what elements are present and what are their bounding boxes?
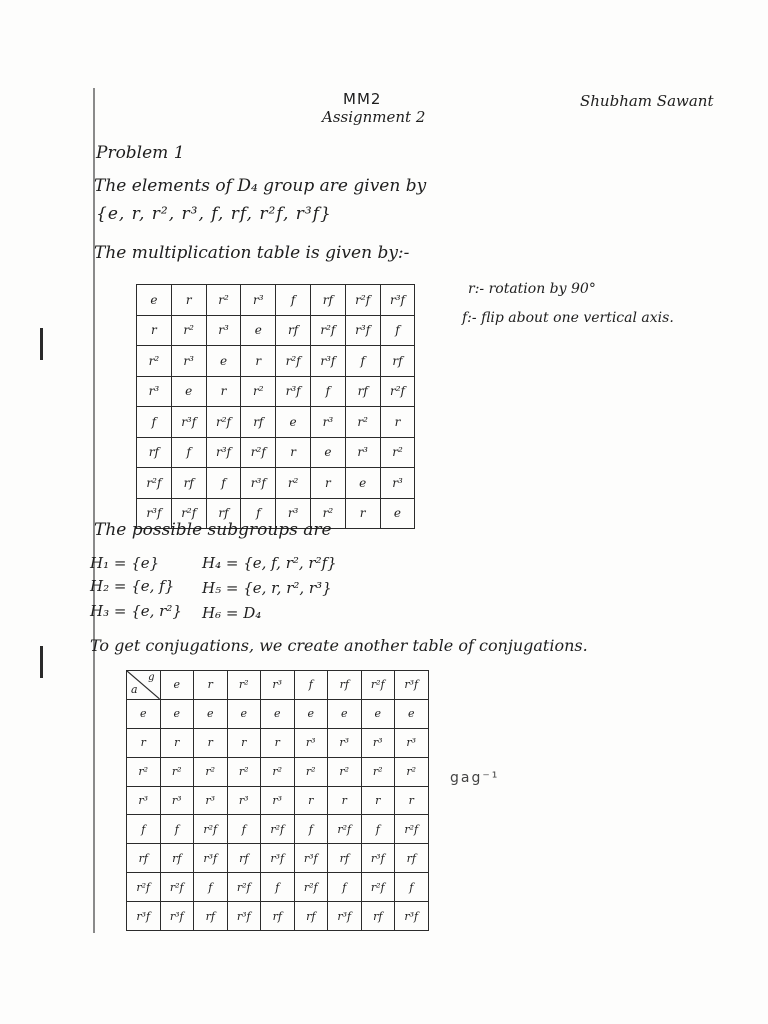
column-header: r³f	[395, 671, 429, 700]
table-cell: r²	[241, 376, 276, 407]
table-cell: r	[345, 498, 380, 529]
table-row	[127, 873, 429, 902]
table-cell: f	[380, 315, 415, 346]
table-cell: rf	[241, 407, 276, 438]
table-cell: r³f	[241, 468, 276, 499]
table-cell: r²f	[345, 285, 380, 316]
table-cell: r³	[261, 786, 295, 815]
table-cell: f	[328, 873, 362, 902]
table-cell: r²f	[241, 437, 276, 468]
table-cell: r³f	[345, 315, 380, 346]
table-cell: r³	[227, 786, 261, 815]
table-cell: r³f	[380, 285, 415, 316]
table-cell: r²f	[294, 873, 328, 902]
corner-label-a: a	[131, 682, 138, 696]
column-header: f	[294, 671, 328, 700]
table-cell: r²	[160, 757, 194, 786]
legend-flip: f:- flip about one vertical axis.	[462, 310, 674, 326]
table-cell: r³	[328, 728, 362, 757]
table-cell: e	[241, 315, 276, 346]
table-row	[127, 815, 429, 844]
table-cell: r	[206, 376, 241, 407]
table-cell: r²f	[310, 315, 345, 346]
table-cell: r	[276, 437, 311, 468]
table-cell: r³f	[160, 902, 194, 931]
table-cell: r	[160, 728, 194, 757]
table-cell: rf	[328, 844, 362, 873]
table-cell: r	[395, 786, 429, 815]
table-cell: f	[160, 815, 194, 844]
table-cell: e	[395, 699, 429, 728]
table-cell: r³f	[206, 437, 241, 468]
table-cell: r²f	[171, 498, 206, 529]
row-header: f	[127, 815, 161, 844]
table-cell: f	[310, 376, 345, 407]
table-cell: f	[276, 285, 311, 316]
table-cell: r	[261, 728, 295, 757]
subgroup-h1: H₁ = {e}	[90, 554, 160, 572]
table-cell: rf	[380, 346, 415, 377]
table-cell: r	[294, 786, 328, 815]
table-cell: r	[194, 728, 228, 757]
conjugation-intro: To get conjugations, we create another table of conjugations.	[90, 636, 588, 655]
table-cell: rf	[345, 376, 380, 407]
course-title: MM2	[343, 90, 382, 108]
table-cell: f	[361, 815, 395, 844]
column-header: r²	[227, 671, 261, 700]
table-cell: r³f	[276, 376, 311, 407]
table-cell: e	[160, 699, 194, 728]
table-cell: r³f	[310, 346, 345, 377]
table-cell: rf	[227, 844, 261, 873]
table-cell: r³	[206, 315, 241, 346]
table-cell: e	[294, 699, 328, 728]
subgroup-h4: H₄ = {e, f, r², r²f}	[202, 554, 337, 572]
table-row	[137, 346, 415, 377]
table-cell: r²	[276, 468, 311, 499]
table-cell: r	[227, 728, 261, 757]
table-cell: rf	[276, 315, 311, 346]
table-cell: r³	[361, 728, 395, 757]
table-cell: e	[380, 498, 415, 529]
table-cell: r²	[395, 757, 429, 786]
table-cell: e	[276, 407, 311, 438]
table-cell: f	[194, 873, 228, 902]
table-row	[137, 315, 415, 346]
table-cell: r²f	[276, 346, 311, 377]
table-row	[137, 468, 415, 499]
row-header: rf	[127, 844, 161, 873]
corner-cell	[127, 671, 161, 700]
table-cell: r²f	[328, 815, 362, 844]
table-row	[127, 902, 429, 931]
table-cell: r³	[241, 285, 276, 316]
table-cell: r³f	[395, 902, 429, 931]
table-cell: r²	[310, 498, 345, 529]
multiplication-table	[136, 284, 415, 529]
legend-rotation: r:- rotation by 90°	[468, 281, 596, 297]
table-row	[137, 437, 415, 468]
table-cell: r²	[137, 346, 172, 377]
table-cell: r³f	[171, 407, 206, 438]
table-cell: r²f	[361, 873, 395, 902]
table-row	[137, 376, 415, 407]
table-cell: r²f	[137, 468, 172, 499]
table-cell: f	[345, 346, 380, 377]
table-cell: r³f	[328, 902, 362, 931]
table-cell: r²	[294, 757, 328, 786]
table-cell: r²	[328, 757, 362, 786]
table-cell: r²f	[160, 873, 194, 902]
table-cell: r³	[310, 407, 345, 438]
row-header: r	[127, 728, 161, 757]
corner-label-g: g	[148, 672, 155, 683]
table-cell: r³	[171, 346, 206, 377]
table-cell: r	[310, 468, 345, 499]
table-cell: f	[241, 498, 276, 529]
table-cell: r³	[395, 728, 429, 757]
table-cell: f	[294, 815, 328, 844]
table-cell: e	[310, 437, 345, 468]
table-cell: f	[227, 815, 261, 844]
table-cell: rf	[261, 902, 295, 931]
table-cell: r³	[380, 468, 415, 499]
table-cell: r²f	[194, 815, 228, 844]
problem-title: Problem 1	[96, 143, 185, 163]
row-header: r²f	[127, 873, 161, 902]
margin-mark	[40, 646, 43, 678]
row-header: r²	[127, 757, 161, 786]
group-elements: {e, r, r², r³, f, rf, r²f, r³f}	[96, 204, 332, 224]
table-cell: r²	[361, 757, 395, 786]
table-cell: f	[261, 873, 295, 902]
table-cell: r	[380, 407, 415, 438]
column-header: r²f	[361, 671, 395, 700]
table-cell: rf	[361, 902, 395, 931]
table-cell: r³f	[361, 844, 395, 873]
table-cell: r³f	[294, 844, 328, 873]
table-row	[137, 407, 415, 438]
table-row	[127, 728, 429, 757]
margin-line	[93, 88, 95, 933]
table-intro: The multiplication table is given by:-	[94, 243, 410, 263]
row-header: r³	[127, 786, 161, 815]
table-cell: e	[137, 285, 172, 316]
subgroup-h2: H₂ = {e, f}	[90, 577, 175, 595]
table-cell: r²f	[261, 815, 295, 844]
column-header: e	[160, 671, 194, 700]
table-cell: r	[328, 786, 362, 815]
table-cell: e	[345, 468, 380, 499]
table-cell: f	[137, 407, 172, 438]
author-name: Shubham Sawant	[580, 92, 714, 110]
table-cell: r²	[380, 437, 415, 468]
table-cell: rf	[171, 468, 206, 499]
table-cell: r²f	[206, 407, 241, 438]
table-cell: r³	[276, 498, 311, 529]
table-cell: r²	[345, 407, 380, 438]
table-cell: r	[137, 315, 172, 346]
table-cell: rf	[194, 902, 228, 931]
table-row	[127, 757, 429, 786]
conjugation-formula: gag⁻¹	[450, 770, 500, 786]
table-cell: r³f	[194, 844, 228, 873]
table-cell: rf	[137, 437, 172, 468]
problem-intro: The elements of D₄ group are given by	[94, 176, 427, 196]
table-cell: r²	[194, 757, 228, 786]
table-cell: r³	[294, 728, 328, 757]
table-cell: e	[328, 699, 362, 728]
table-cell: r³	[137, 376, 172, 407]
table-cell: e	[171, 376, 206, 407]
table-cell: rf	[395, 844, 429, 873]
table-cell: r³f	[227, 902, 261, 931]
table-cell: r²f	[380, 376, 415, 407]
table-cell: rf	[206, 498, 241, 529]
assignment-title: Assignment 2	[322, 108, 426, 126]
table-row	[127, 844, 429, 873]
table-cell: r³	[194, 786, 228, 815]
table-cell: r	[241, 346, 276, 377]
table-cell: r²	[206, 285, 241, 316]
table-cell: r²	[227, 757, 261, 786]
table-cell: e	[206, 346, 241, 377]
subgroup-h6: H₆ = D₄	[202, 604, 262, 622]
conjugation-table	[126, 670, 429, 931]
subgroup-h3: H₃ = {e, r²}	[90, 602, 182, 620]
subgroup-h5: H₅ = {e, r, r², r³}	[202, 579, 332, 597]
table-cell: r³	[160, 786, 194, 815]
table-cell: r²	[171, 315, 206, 346]
table-cell: r³	[345, 437, 380, 468]
table-cell: e	[261, 699, 295, 728]
table-cell: f	[206, 468, 241, 499]
table-cell: e	[227, 699, 261, 728]
table-row	[127, 786, 429, 815]
table-header-row	[127, 671, 429, 700]
table-cell: f	[395, 873, 429, 902]
subgroups-intro: The possible subgroups are	[94, 520, 332, 540]
row-header: e	[127, 699, 161, 728]
table-cell: r²	[261, 757, 295, 786]
table-cell: f	[171, 437, 206, 468]
row-header: r³f	[127, 902, 161, 931]
table-cell: rf	[310, 285, 345, 316]
table-row	[137, 285, 415, 316]
column-header: r	[194, 671, 228, 700]
table-cell: r²f	[395, 815, 429, 844]
table-cell: e	[194, 699, 228, 728]
column-header: rf	[328, 671, 362, 700]
table-cell: rf	[294, 902, 328, 931]
table-row	[127, 699, 429, 728]
table-cell: r³f	[261, 844, 295, 873]
table-cell: rf	[160, 844, 194, 873]
table-cell: r	[171, 285, 206, 316]
column-header: r³	[261, 671, 295, 700]
table-cell: r³f	[137, 498, 172, 529]
table-cell: r²f	[227, 873, 261, 902]
table-cell: e	[361, 699, 395, 728]
table-cell: r	[361, 786, 395, 815]
margin-mark	[40, 328, 43, 360]
